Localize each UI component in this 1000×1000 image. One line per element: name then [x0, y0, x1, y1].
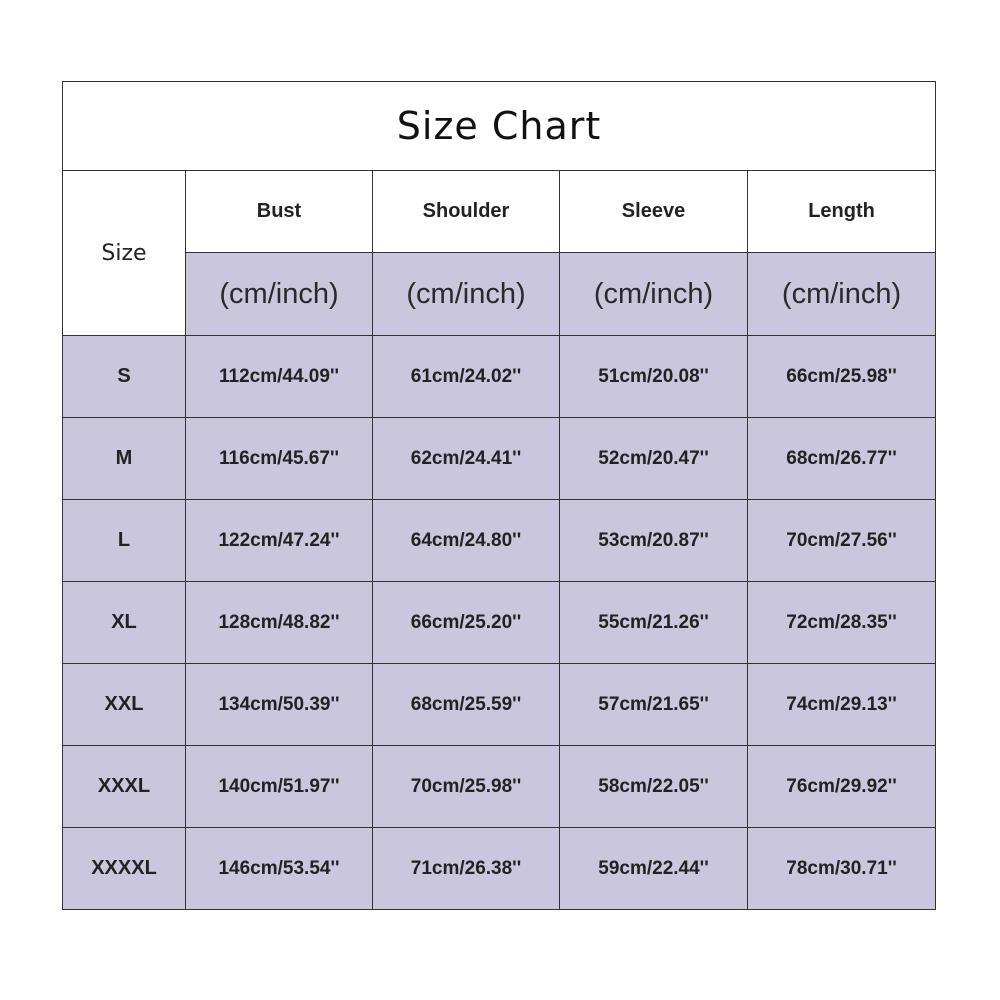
unit-label-shoulder: (cm/inch) [373, 253, 560, 336]
unit-label-sleeve: (cm/inch) [560, 253, 748, 336]
column-header-shoulder: Shoulder [373, 171, 560, 253]
table-row [63, 746, 936, 828]
measurement-cell-bust: 112cm/44.09'' [186, 336, 373, 418]
column-header-sleeve: Sleeve [560, 171, 748, 253]
measurement-cell-shoulder: 71cm/26.38'' [373, 828, 560, 910]
column-header-length: Length [748, 171, 936, 253]
measurement-cell-bust: 128cm/48.82'' [186, 582, 373, 664]
measurement-cell-length: 70cm/27.56'' [748, 500, 936, 582]
size-label: XXXXL [63, 828, 186, 910]
size-label: XXL [63, 664, 186, 746]
table-row [63, 418, 936, 500]
unit-row [63, 253, 936, 336]
measurement-cell-bust: 140cm/51.97'' [186, 746, 373, 828]
size-label: M [63, 418, 186, 500]
size-chart-body [63, 82, 936, 910]
measurement-cell-sleeve: 51cm/20.08'' [560, 336, 748, 418]
measurement-cell-length: 78cm/30.71'' [748, 828, 936, 910]
measurement-cell-sleeve: 55cm/21.26'' [560, 582, 748, 664]
table-row [63, 336, 936, 418]
measurement-cell-sleeve: 53cm/20.87'' [560, 500, 748, 582]
measurement-cell-length: 68cm/26.77'' [748, 418, 936, 500]
size-label: XXXL [63, 746, 186, 828]
measurement-cell-shoulder: 62cm/24.41'' [373, 418, 560, 500]
unit-label-length: (cm/inch) [748, 253, 936, 336]
measurement-cell-shoulder: 61cm/24.02'' [373, 336, 560, 418]
measurement-cell-sleeve: 59cm/22.44'' [560, 828, 748, 910]
measurement-cell-sleeve: 58cm/22.05'' [560, 746, 748, 828]
table-row [63, 664, 936, 746]
chart-title: Size Chart [63, 82, 936, 171]
column-header-row [63, 171, 936, 253]
measurement-cell-length: 72cm/28.35'' [748, 582, 936, 664]
measurement-cell-shoulder: 70cm/25.98'' [373, 746, 560, 828]
size-label: L [63, 500, 186, 582]
measurement-cell-bust: 134cm/50.39'' [186, 664, 373, 746]
table-row [63, 582, 936, 664]
size-column-header: Size [63, 171, 186, 336]
measurement-cell-length: 76cm/29.92'' [748, 746, 936, 828]
measurement-cell-sleeve: 57cm/21.65'' [560, 664, 748, 746]
measurement-cell-bust: 146cm/53.54'' [186, 828, 373, 910]
size-label: S [63, 336, 186, 418]
title-row [63, 82, 936, 171]
measurement-cell-shoulder: 64cm/24.80'' [373, 500, 560, 582]
measurement-cell-bust: 116cm/45.67'' [186, 418, 373, 500]
measurement-cell-length: 74cm/29.13'' [748, 664, 936, 746]
measurement-cell-shoulder: 68cm/25.59'' [373, 664, 560, 746]
size-chart-table [62, 81, 936, 910]
measurement-cell-bust: 122cm/47.24'' [186, 500, 373, 582]
size-label: XL [63, 582, 186, 664]
column-header-bust: Bust [186, 171, 373, 253]
measurement-cell-shoulder: 66cm/25.20'' [373, 582, 560, 664]
table-row [63, 500, 936, 582]
measurement-cell-sleeve: 52cm/20.47'' [560, 418, 748, 500]
table-row [63, 828, 936, 910]
measurement-cell-length: 66cm/25.98'' [748, 336, 936, 418]
unit-label-bust: (cm/inch) [186, 253, 373, 336]
